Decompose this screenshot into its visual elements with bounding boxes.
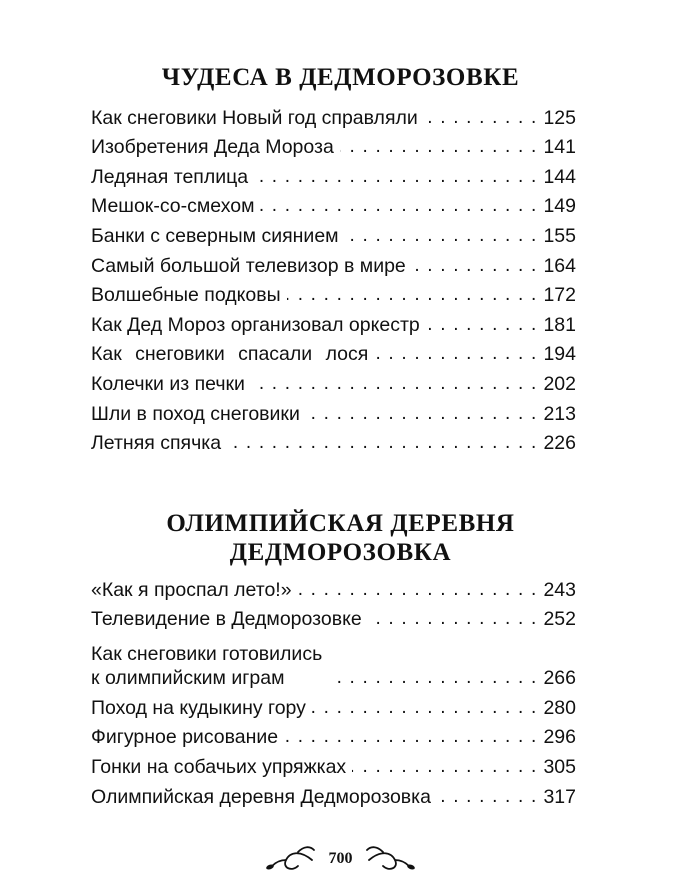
toc-entry-page: 155 [543,224,576,247]
toc-entry-page: 266 [543,667,576,690]
toc-entry[interactable] [91,100,576,130]
toc-entry-title: Изобретения Деда Мороза [91,136,334,159]
toc-entry-page: 141 [543,136,576,159]
leader-dots [412,254,538,278]
toc-entry-title: Шли в поход снеговики [91,402,300,425]
toc-section-2 [91,572,576,809]
toc-entry[interactable] [91,278,576,308]
section-title-2-line-1: ОЛИМПИЙСКАЯ ДЕРЕВНЯ [166,510,515,537]
leader-dots [254,165,537,189]
toc-entry-page: 164 [543,254,576,277]
toc-entry-title [91,642,322,690]
toc-entry-title: Олимпийская деревня Дедморозовка [91,785,431,808]
toc-entry-page: 202 [543,372,576,395]
toc-entry-page: 226 [543,432,576,455]
section-title-2-line-2: ДЕДМОРОЗОВКА [229,539,452,566]
leader-dots [260,194,537,218]
toc-entry-title: Гонки на собачьих упряжках [91,755,347,778]
toc-entry[interactable] [91,631,576,690]
toc-entry[interactable] [91,159,576,189]
leader-dots [284,725,537,749]
toc-entry-page: 213 [543,402,576,425]
toc-entry-title: Поход на кудыкину гору [91,696,306,719]
toc-entry-page: 149 [543,195,576,218]
toc-entry-title: Летняя спячка [91,432,222,455]
toc-entry-page: 172 [543,284,576,307]
toc-entry-page: 125 [543,106,576,129]
leader-dots [352,755,537,779]
toc-entry[interactable] [91,307,576,337]
page-number: 700 [328,850,353,867]
toc-entry[interactable] [91,189,576,219]
toc-entry-page: 243 [543,578,576,601]
section-title-1: ЧУДЕСА В ДЕДМОРОЗОВКЕ [161,64,520,91]
toc-entry[interactable] [91,426,576,456]
leader-dots [345,224,538,248]
leader-dots [312,696,538,720]
toc-entry[interactable] [91,248,576,278]
toc-section-1 [91,100,576,455]
toc-entry[interactable] [91,602,576,632]
toc-entry-title-line-1: Как снеговики готовились [91,643,323,666]
toc-entry[interactable] [91,779,576,809]
toc-entry[interactable] [91,572,576,602]
leader-dots [227,431,537,455]
toc-entry-title: Волшебные подковы [91,284,281,307]
toc-entry-page: 194 [543,343,576,366]
toc-entry-title: Колечки из печки [91,372,245,395]
toc-entry[interactable] [91,130,576,160]
toc-entry-title: Как снеговики спасали лося [91,343,369,366]
toc-entry-page: 280 [543,696,576,719]
toc-entry-title: Фигурное рисование [91,726,279,749]
toc-entry-page: 252 [543,608,576,631]
toc-entry-title: Телевидение в Дедморозовке [91,608,362,631]
toc-entry[interactable] [91,218,576,248]
toc-entry[interactable] [91,396,576,426]
toc-entry-title: Как снеговики Новый год справляли [91,106,418,129]
toc-entry-title: «Как я проспал лето!» [91,578,292,601]
toc-entry[interactable] [91,690,576,720]
leader-dots [306,402,538,426]
toc-entry[interactable] [91,337,576,367]
leader-dots [374,342,537,366]
toc-entry-title: Мешок-со-смехом [91,195,255,218]
toc-entry-title: Ледяная теплица [91,165,249,188]
leader-dots [437,785,537,809]
toc-entry[interactable] [91,749,576,779]
toc-entry-title: Самый большой телевизор в мире [91,254,406,277]
toc-entry-page: 317 [543,785,576,808]
toc-entry-page: 305 [543,755,576,778]
toc-entry-page: 181 [543,313,576,336]
leader-dots [424,106,538,130]
toc-entry-page: 296 [543,726,576,749]
leader-dots [328,666,537,690]
toc-entry-title: Банки с северным сиянием [91,224,339,247]
toc-entry[interactable] [91,366,576,396]
leader-dots [368,607,538,631]
leader-dots [426,313,538,337]
leader-dots [251,372,538,396]
toc-entry-title-line-2: к олимпийским играм [91,667,285,690]
toc-entry-title: Как Дед Мороз организовал оркестр [91,313,420,336]
toc-entry[interactable] [91,720,576,750]
leader-dots [287,283,538,307]
leader-dots [340,135,538,159]
toc-entry-page: 144 [543,165,576,188]
leader-dots [298,578,538,602]
